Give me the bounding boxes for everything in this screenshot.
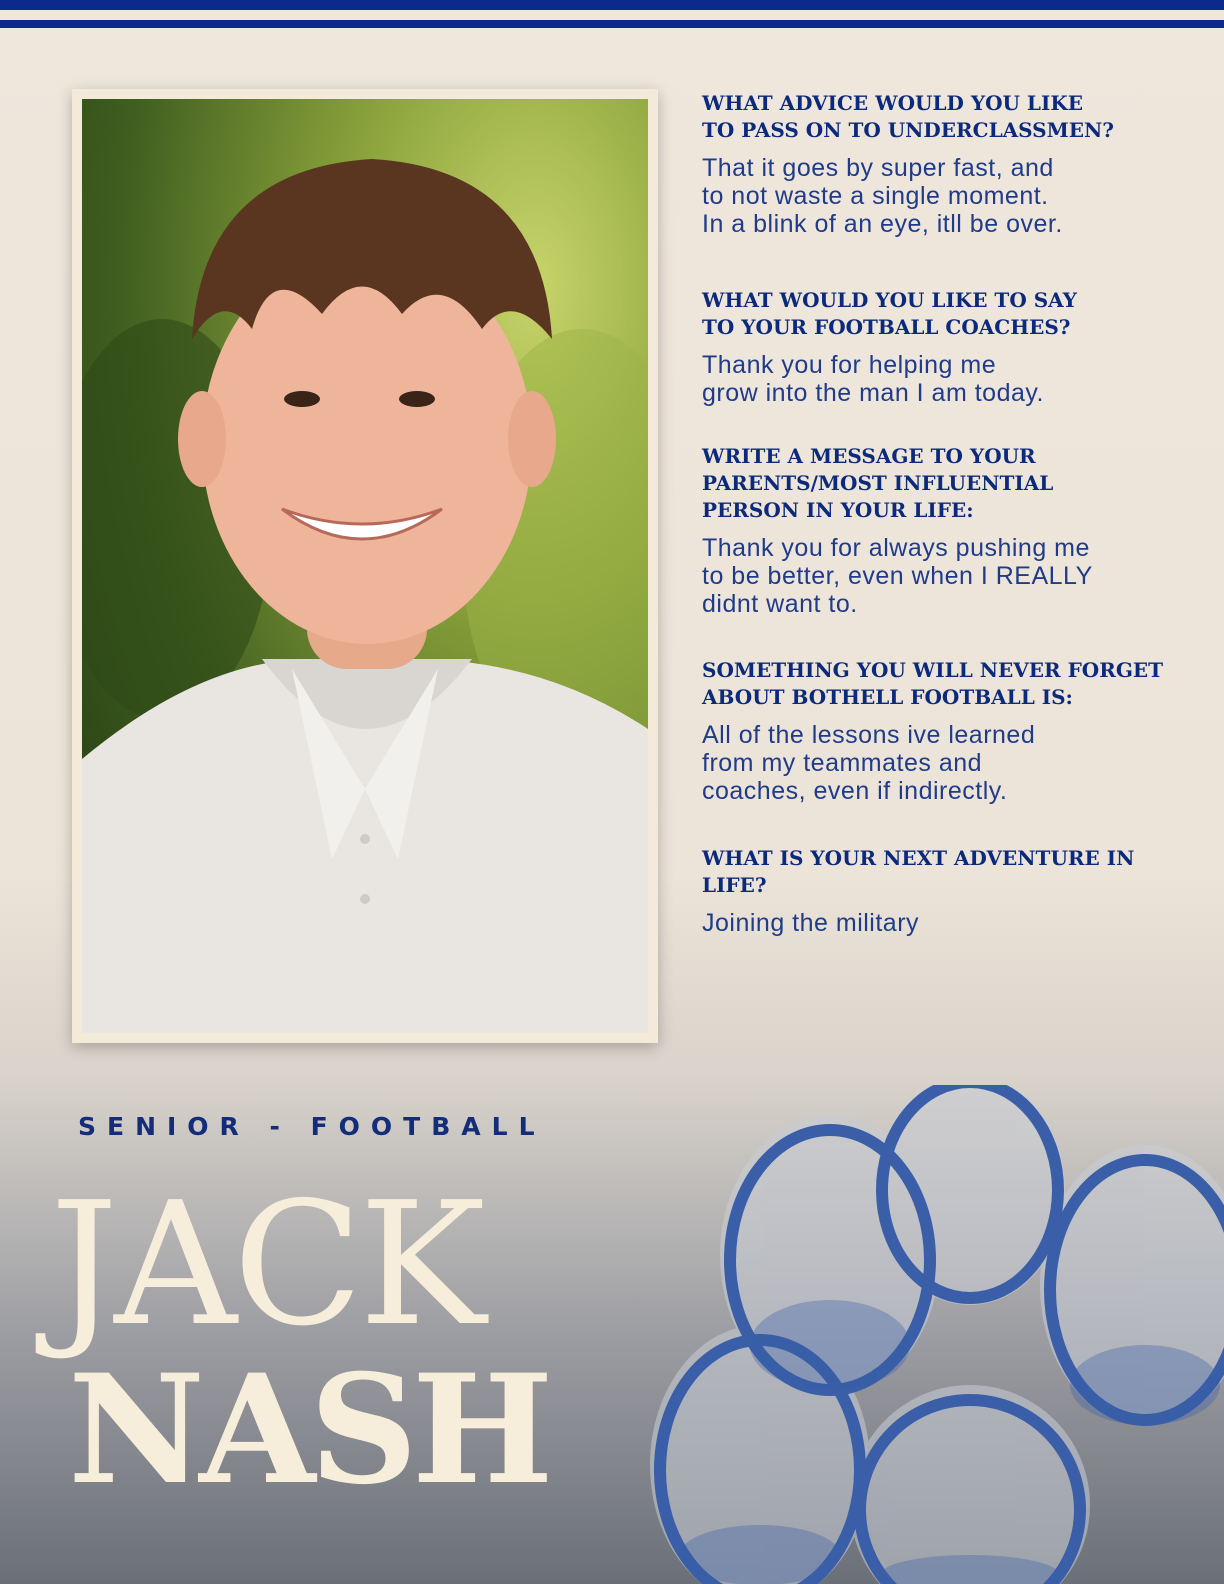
qa-block-coaches (702, 287, 1202, 407)
paw-print-icon (640, 1085, 1224, 1584)
portrait-illustration (82, 99, 648, 1033)
portrait-photo (82, 99, 648, 1033)
question-advice: WHAT ADVICE WOULD YOU LIKE TO PASS ON TO UNDERCLASSMEN? (702, 91, 1114, 142)
question-next-adventure: WHAT IS YOUR NEXT ADVENTURE IN LIFE? (702, 846, 1135, 897)
last-name: NASH (68, 1342, 548, 1518)
qa-block-next-adventure (702, 845, 1202, 937)
qa-block-parents (702, 443, 1202, 618)
stripe-bottom (0, 20, 1224, 28)
answer-next-adventure: Joining the military (702, 909, 920, 937)
top-stripes (0, 0, 1224, 30)
answer-advice: That it goes by super fast, and to not waste a single moment. In a blink of an eye, itll be over. (702, 154, 1063, 238)
photo-frame (72, 89, 658, 1043)
answer-coaches: Thank you for helping me grow into the man I am today. (702, 351, 1044, 407)
stripe-top (0, 0, 1224, 10)
qa-block-advice (702, 90, 1202, 238)
answer-parents: Thank you for always pushing me to be better, even when I REALLY didnt want to. (702, 534, 1093, 618)
question-never-forget: SOMETHING YOU WILL NEVER FORGET ABOUT BOTHELL FOOTBALL IS: (702, 658, 1164, 709)
subtitle: SENIOR - FOOTBALL (78, 1112, 546, 1141)
first-name: JACK (50, 1166, 482, 1364)
question-coaches: WHAT WOULD YOU LIKE TO SAY TO YOUR FOOTBALL COACHES? (702, 288, 1077, 339)
question-parents: WRITE A MESSAGE TO YOUR PARENTS/MOST INFLUENTIAL PERSON IN YOUR LIFE: (702, 444, 1054, 522)
qa-block-never-forget (702, 657, 1202, 805)
answer-never-forget: All of the lessons ive learned from my teammates and coaches, even if indirectly. (702, 721, 1036, 805)
